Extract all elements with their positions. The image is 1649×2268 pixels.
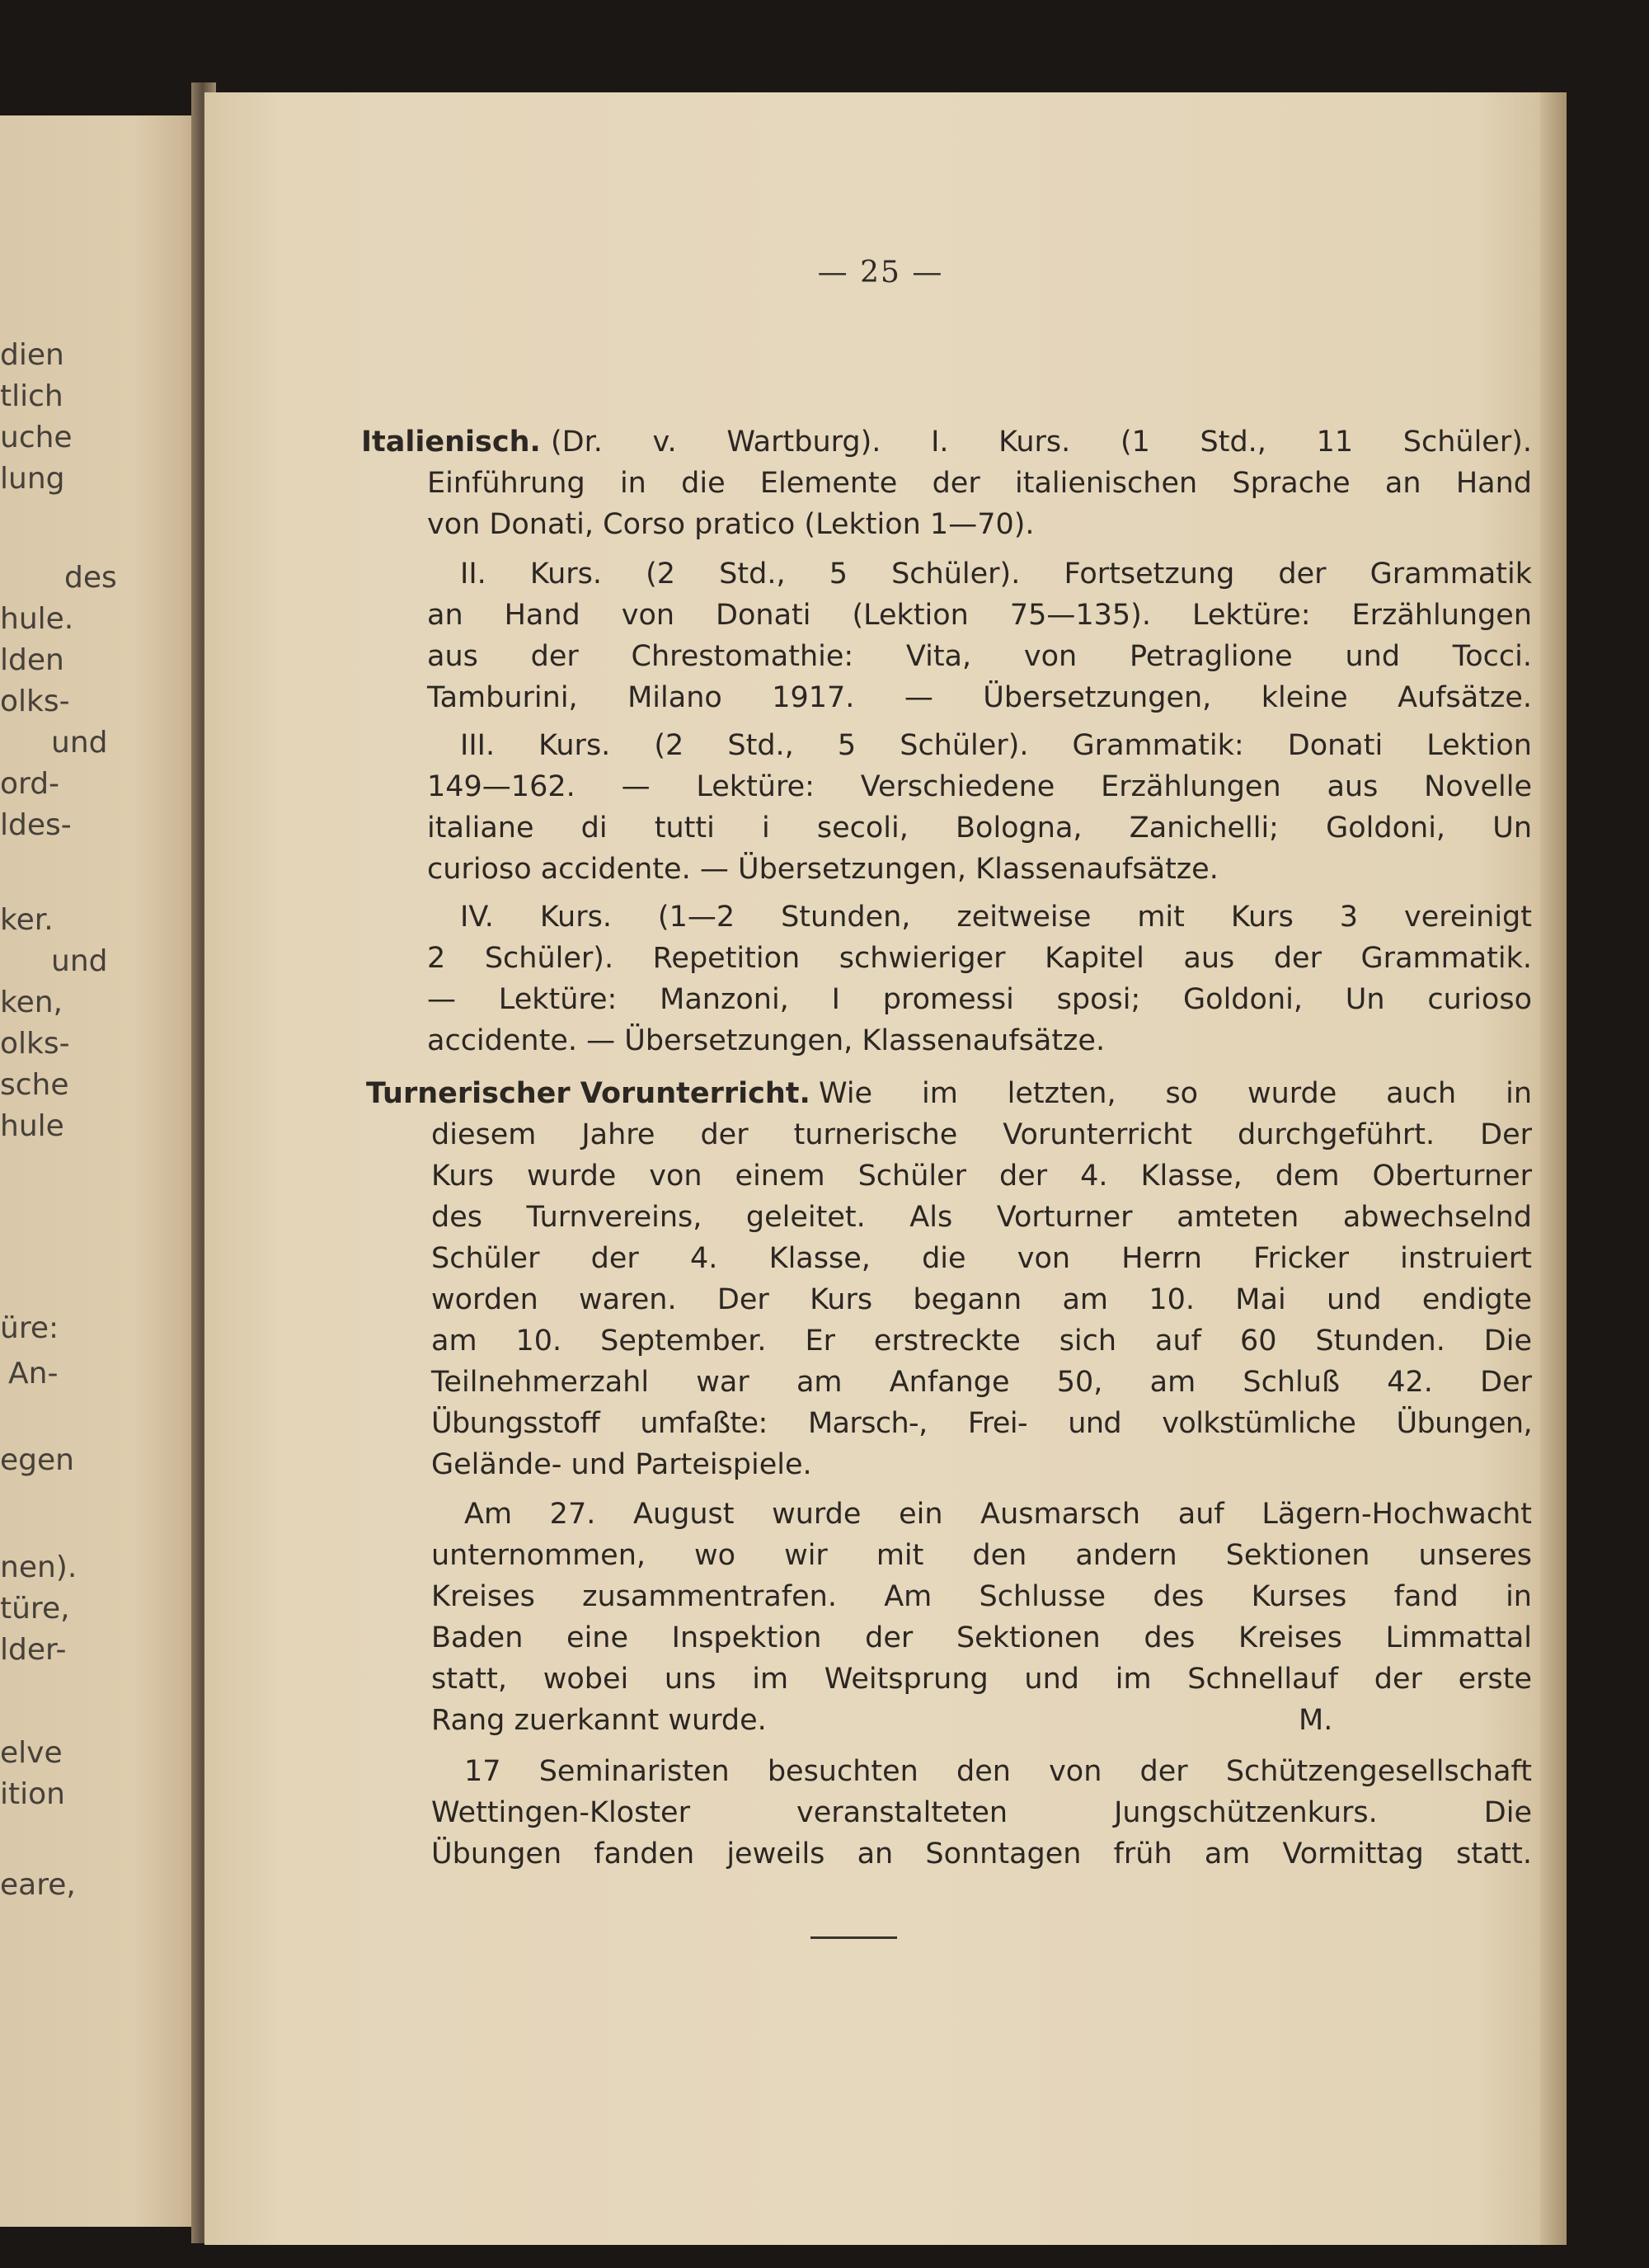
text-line: von Donati, Corso pratico (Lektion 1—70). <box>427 508 1035 541</box>
left-page-text-fragments <box>0 115 204 2227</box>
text-line: curioso accidente. — Übersetzungen, Klassenaufsätze. <box>427 853 1219 886</box>
text-line: Einführung in die Elemente der italienischen Sprache an Hand <box>427 467 1532 500</box>
left-fragment: dien <box>0 338 64 372</box>
left-fragment: hule. <box>0 602 74 636</box>
text-line: (Dr. v. Wartburg). I. Kurs. (1 Std., 11 Schüler). <box>551 426 1532 459</box>
text-line: Am 27. August wurde ein Ausmarsch auf Lägern-Hochwacht <box>464 1498 1532 1531</box>
left-fragment: olks- <box>0 685 70 718</box>
left-fragment: und <box>51 944 108 978</box>
text-line: 149—162. — Lektüre: Verschiedene Erzählungen aus Novelle <box>427 770 1532 803</box>
text-line: Wie im letzten, so wurde auch in <box>819 1077 1532 1110</box>
text-line: Kurs wurde von einem Schüler der 4. Klasse, dem Oberturner <box>431 1160 1532 1193</box>
text-line: 17 Seminaristen besuchten den von der Schützengesellschaft <box>464 1755 1532 1788</box>
text-line: diesem Jahre der turnerische Vorunterricht durchgeführt. Der <box>431 1118 1532 1151</box>
text-line: Baden eine Inspektion der Sektionen des Kreises Limmattal <box>431 1621 1532 1654</box>
left-fragment: ition <box>0 1777 65 1811</box>
left-fragment: des <box>64 561 117 595</box>
text-line: worden waren. Der Kurs begann am 10. Mai und endigte <box>431 1283 1532 1316</box>
background-right <box>1567 0 1649 2268</box>
left-fragment: eare, <box>0 1868 76 1902</box>
left-fragment: lder- <box>0 1633 67 1667</box>
text-line: Schüler der 4. Klasse, die von Herrn Fricker instruiert <box>431 1242 1532 1275</box>
text-line: italiane di tutti i secoli, Bologna, Zanichelli; Goldoni, Un <box>427 812 1532 845</box>
text-line: Übungen fanden jeweils an Sonntagen früh am Vormittag statt. <box>431 1837 1532 1870</box>
left-page <box>0 115 204 2227</box>
page-text <box>204 92 1557 2245</box>
text-line: Rang zuerkannt wurde. <box>431 1704 767 1737</box>
text-line: Gelände- und Parteispiele. <box>431 1448 812 1481</box>
left-fragment: lden <box>0 643 64 677</box>
left-fragment: elve <box>0 1736 63 1770</box>
text-line: Kreises zusammentrafen. Am Schlusse des Kurses fand in <box>431 1580 1532 1613</box>
left-fragment: ken, <box>0 986 63 1019</box>
page-edge <box>1540 92 1567 2245</box>
section-heading-italienisch: Italienisch. <box>361 426 541 459</box>
text-line: Wettingen-Kloster veranstalteten Jungschützenkurs. Die <box>431 1796 1532 1829</box>
text-line: unternommen, wo wir mit den andern Sektionen unseres <box>431 1539 1532 1572</box>
left-fragment: egen <box>0 1443 74 1477</box>
left-fragment: ord- <box>0 767 60 801</box>
text-line: aus der Chrestomathie: Vita, von Petraglione und Tocci. <box>427 640 1532 673</box>
text-line: 2 Schüler). Repetition schwieriger Kapitel aus der Grammatik. <box>427 942 1532 975</box>
text-line: accidente. — Übersetzungen, Klassenaufsätze. <box>427 1024 1106 1057</box>
left-fragment: uche <box>0 421 73 454</box>
left-fragment: ldes- <box>0 808 72 842</box>
left-fragment: olks- <box>0 1027 70 1061</box>
text-line: am 10. September. Er erstreckte sich auf 60 Stunden. Die <box>431 1325 1532 1358</box>
text-line: II. Kurs. (2 Std., 5 Schüler). Fortsetzung der Grammatik <box>460 558 1532 591</box>
text-line: an Hand von Donati (Lektion 75—135). Lektüre: Erzählungen <box>427 599 1532 632</box>
left-fragment: üre: <box>0 1311 59 1345</box>
left-fragment: tlich <box>0 379 63 413</box>
text-line: — Lektüre: Manzoni, I promessi sposi; Goldoni, Un curioso <box>427 983 1532 1016</box>
author-initial: M. <box>1299 1704 1333 1737</box>
section-end-rule <box>810 1936 897 1939</box>
left-fragment: hule <box>0 1109 64 1143</box>
page-number: — 25 — <box>817 256 944 289</box>
text-line: IV. Kurs. (1—2 Stunden, zeitweise mit Kurs 3 vereinigt <box>460 901 1532 934</box>
left-fragment: ker. <box>0 903 54 937</box>
left-fragment: und <box>51 726 108 760</box>
left-fragment: lung <box>0 462 65 496</box>
section-heading-turnerischer-vorunterricht: Turnerischer Vorunterricht. <box>366 1077 810 1110</box>
text-line: des Turnvereins, geleitet. Als Vorturner amteten abwechselnd <box>431 1201 1532 1234</box>
text-line: Teilnehmerzahl war am Anfange 50, am Schluß 42. Der <box>431 1366 1532 1399</box>
text-line: Übungsstoff umfaßte: Marsch-, Frei- und volkstümliche Übungen, <box>431 1407 1532 1440</box>
text-line: statt, wobei uns im Weitsprung und im Schnellauf der erste <box>431 1663 1532 1696</box>
text-line: III. Kurs. (2 Std., 5 Schüler). Grammatik: Donati Lektion <box>460 729 1532 762</box>
right-page <box>204 92 1557 2245</box>
left-fragment: türe, <box>0 1592 70 1626</box>
left-fragment: nen). <box>0 1550 78 1584</box>
text-line: Tamburini, Milano 1917. — Übersetzungen, kleine Aufsätze. <box>427 681 1532 714</box>
left-fragment: sche <box>0 1068 69 1102</box>
left-fragment: An- <box>8 1357 59 1390</box>
